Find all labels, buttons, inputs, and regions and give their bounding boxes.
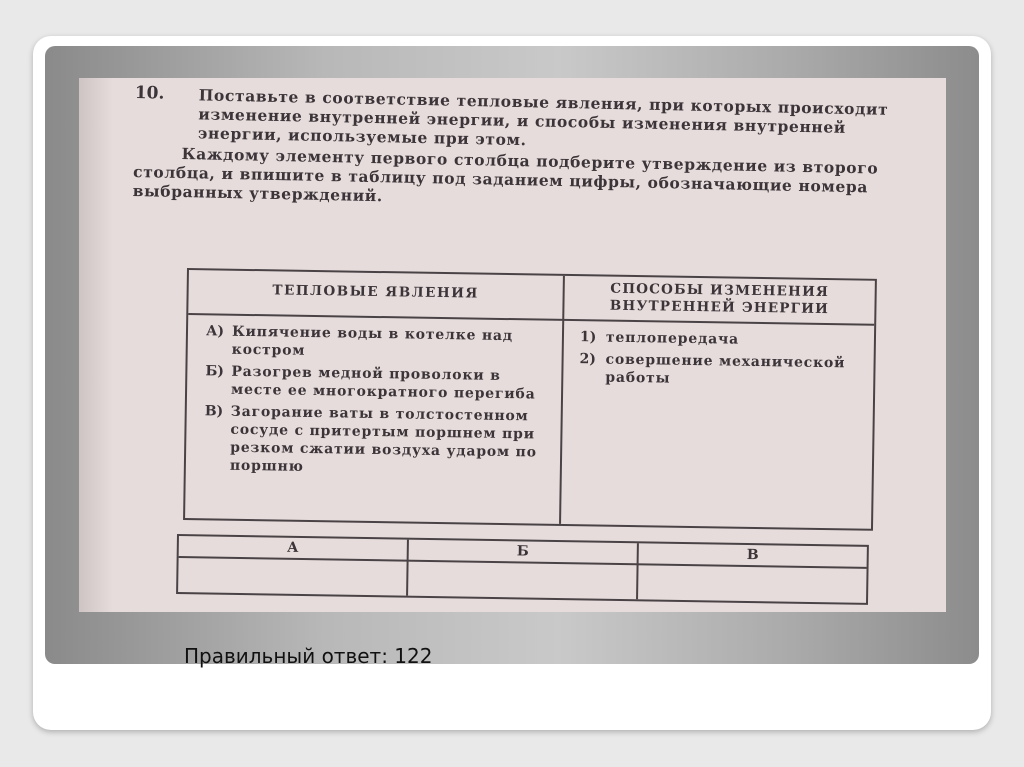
column-header-methods: СПОСОБЫ ИЗМЕНЕНИЯ ВНУТРЕННЕЙ ЭНЕРГИИ bbox=[609, 280, 830, 318]
item-label: Б) bbox=[205, 363, 225, 380]
list-item bbox=[580, 328, 870, 351]
slide-background-band bbox=[45, 46, 979, 664]
phenomena-list bbox=[204, 322, 546, 483]
page-edge-shadow bbox=[79, 78, 113, 612]
correct-answer-text: Правильный ответ: 122 bbox=[184, 644, 433, 668]
answer-table bbox=[176, 534, 869, 605]
item-label: 2) bbox=[579, 351, 597, 368]
item-text: Кипячение воды в котелке над костром bbox=[231, 323, 514, 359]
list-item bbox=[579, 350, 870, 391]
answer-header-a: А bbox=[286, 539, 299, 556]
list-item bbox=[206, 322, 547, 363]
task-text bbox=[133, 84, 895, 216]
answer-header-b: Б bbox=[516, 543, 529, 560]
list-item bbox=[205, 362, 546, 403]
task-question: Поставьте в соответствие тепловые явления, при которых происходит изменение внутренней энергии, и способы изменения внутренней энергии, используемые при этом. bbox=[197, 85, 889, 150]
item-label: А) bbox=[205, 323, 225, 340]
matching-table bbox=[183, 268, 877, 531]
item-text: Загорание ваты в толстостенном сосуде с притертым поршнем при резком сжатии воздуха ударом по поршню bbox=[229, 403, 537, 475]
task-number: 10. bbox=[134, 83, 165, 104]
scanned-textbook-page bbox=[79, 78, 946, 612]
methods-list bbox=[579, 328, 870, 395]
answer-header-v: В bbox=[746, 546, 759, 564]
list-item bbox=[204, 402, 545, 479]
item-text: теплопередача bbox=[605, 329, 740, 348]
item-text: Разогрев медной проволоки в месте ее многократного перегиба bbox=[230, 363, 536, 403]
column-header-phenomena: ТЕПЛОВЫЕ ЯВЛЕНИЯ bbox=[272, 282, 479, 302]
slide bbox=[33, 36, 991, 730]
item-label: В) bbox=[204, 403, 224, 420]
item-text: совершение механической работы bbox=[605, 351, 846, 387]
task-instruction: Каждому элементу первого столбца подберите утверждение из второго столбца, и впишите в таблицу под заданием цифры, обозначающие номера выбранных утверждений. bbox=[132, 143, 879, 206]
item-label: 1) bbox=[579, 329, 597, 346]
